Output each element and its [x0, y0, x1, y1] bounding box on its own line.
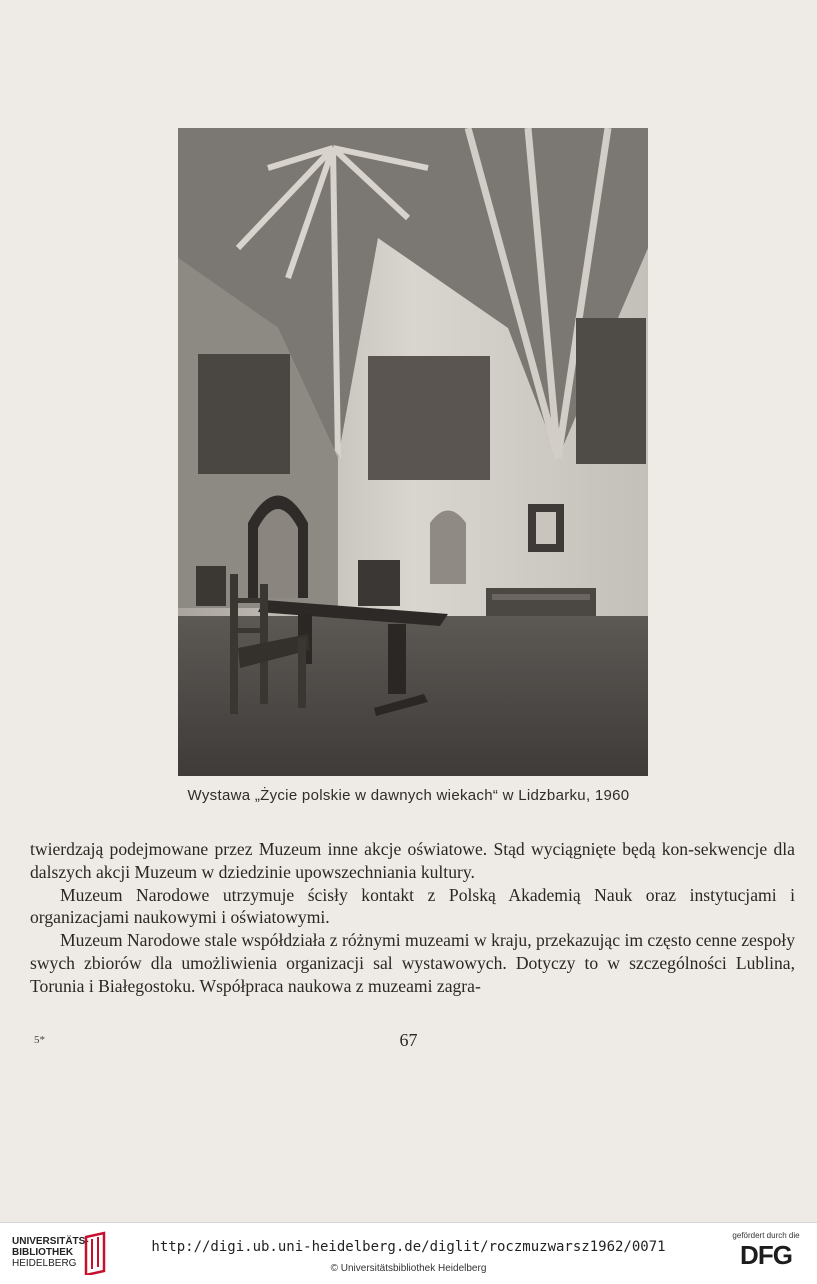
funder-logo-text: DFG — [740, 1240, 792, 1270]
paragraph: Muzeum Narodowe utrzymuje ścisły kontakt z Polską Akademią Nauk oraz instytucjami i organizacjami naukowymi i oświatowymi. — [30, 884, 795, 928]
document-url-link[interactable]: http://digi.ub.uni-heidelberg.de/diglit/roczmuzwarsz1962/0071 — [151, 1239, 666, 1255]
dfg-logo[interactable] — [726, 1231, 806, 1270]
paragraph: twierdzają podejmowane przez Muzeum inne akcje oświatowe. Stąd wyciągnięte będą kon-sekwencje dla dalszych akcji Muzeum w dziedzinie upowszechniania kultury. — [30, 839, 795, 882]
photo-caption: Wystawa „Życie polskie w dawnych wiekach“ w Lidzbarku, 1960 — [187, 787, 630, 804]
photo-drawing — [178, 128, 648, 776]
copyright-notice: © Universitätsbibliothek Heidelberg — [330, 1263, 487, 1274]
page-number: 67 — [399, 1030, 418, 1050]
exhibition-photo — [178, 128, 648, 776]
library-name-line2: BIBLIOTHEK — [12, 1247, 74, 1258]
signature-mark: 5* — [34, 1034, 45, 1046]
funder-note: gefördert durch die — [732, 1231, 800, 1240]
library-name-line3: HEIDELBERG — [12, 1258, 77, 1269]
paragraph: Muzeum Narodowe stale współdziała z różnymi muzeami w kraju, przekazując im często cenne zespoły swych zbiorów dla umożliwienia organizacji sal wystawowych. Dotyczy to w szczególności Lublina, Torunia i Białegostoku. Współpraca naukowa z muzeami zagra- — [30, 930, 795, 996]
viewer-footer — [0, 1222, 817, 1284]
body-text — [30, 838, 795, 998]
library-name-line1: UNIVERSITÄTS- — [12, 1236, 89, 1247]
